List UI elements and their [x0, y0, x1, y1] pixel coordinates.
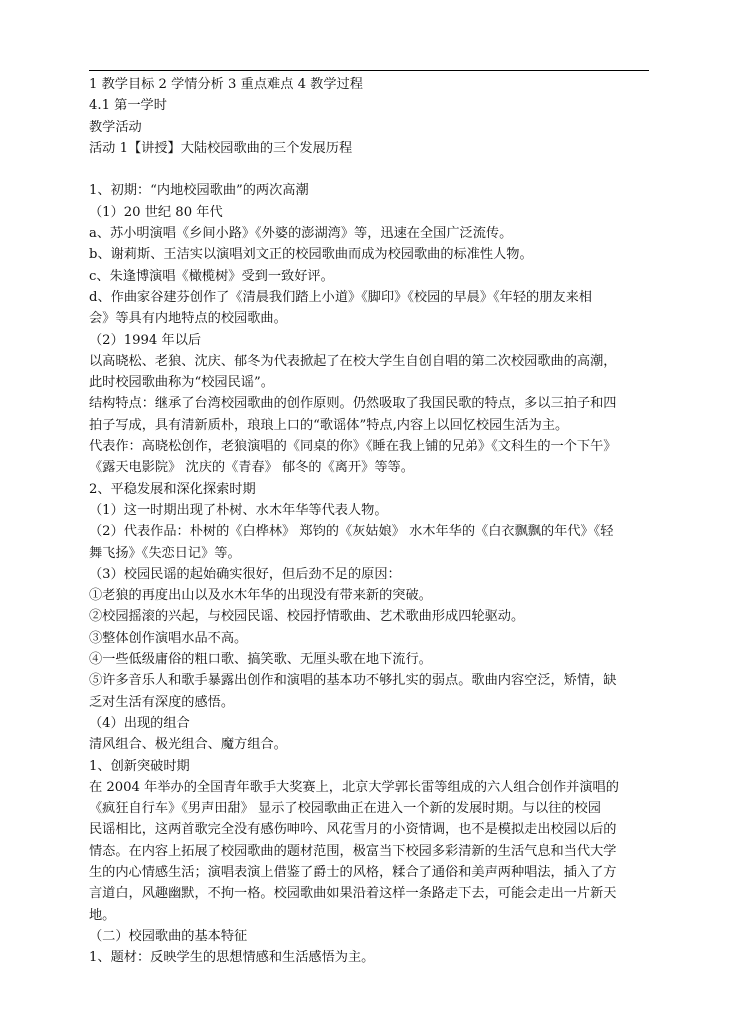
text-line: 会》等具有内地特点的校园歌曲。	[89, 311, 287, 327]
text-line: （二）校园歌曲的基本特征	[89, 928, 248, 944]
text-line: 以高晓松、老狼、沈庆、郁冬为代表掀起了在校大学生自创自唱的第二次校园歌曲的高潮，	[89, 353, 617, 369]
header-rule	[89, 70, 649, 71]
text-line: 4.1 第一学时	[89, 98, 167, 114]
text-line: ⑤许多音乐人和歌手暴露出创作和演唱的基本功不够扎实的弱点。歌曲内容空泛，矫情，缺	[89, 673, 617, 689]
text-line: 代表作：高晓松创作，老狼演唱的《同桌的你》《睡在我上铺的兄弟》《文科生的一个下午》	[89, 439, 617, 455]
text-line: 在 2004 年举办的全国青年歌手大奖赛上，北京大学郭长雷等组成的六人组合创作并演唱的	[89, 779, 619, 795]
text-line: 言道白，风趣幽默，不拘一格。校园歌曲如果沿着这样一条路走下去，可能会走出一片新天	[89, 886, 617, 902]
text-line: 1、初期：“内地校园歌曲”的两次高潮	[89, 183, 309, 199]
text-line: （2）代表作品：朴树的《白桦林》 郑钧的《灰姑娘》 水木年华的《白衣飘飘的年代》《轻	[89, 524, 614, 540]
text-line	[89, 159, 651, 180]
text-line: ③整体创作演唱水品不高。	[89, 630, 248, 646]
text-line: 1 教学目标 2 学情分析 3 重点难点 4 教学过程	[89, 77, 363, 92]
text-line: c、朱逢博演唱《橄榄树》受到一致好评。	[89, 268, 334, 284]
text-line: （2）1994 年以后	[89, 332, 202, 348]
text-line: （3）校园民谣的起始确实很好，但后劲不足的原因：	[89, 566, 401, 582]
text-line: 《露天电影院》 沈庆的《青春》 郁冬的《离开》等等。	[89, 460, 414, 476]
document-body	[89, 74, 651, 968]
text-line: 2、平稳发展和深化探索时期	[89, 481, 256, 497]
text-line: 清风组合、极光组合、魔方组合。	[89, 737, 287, 753]
text-line: 地。	[89, 907, 116, 923]
text-line: ②校园摇滚的兴起，与校园民谣、校园抒情歌曲、艺术歌曲形成四轮驱动。	[89, 609, 525, 625]
text-line: 情态。在内容上拓展了校园歌曲的题材范围，极富当下校园多彩清新的生活气息和当代大学	[89, 843, 617, 859]
text-line: （4）出现的组合	[89, 715, 190, 731]
text-line: 1、题材：反映学生的思想情感和生活感悟为主。	[89, 950, 375, 966]
text-line: 1、创新突破时期	[89, 758, 190, 774]
text-line: ①老狼的再度出山以及水木年华的出现没有带来新的突破。	[89, 588, 432, 604]
text-line: 拍子写成，具有清新质朴，琅琅上口的“歌谣体”特点,内容上以回忆校园生活为主。	[89, 417, 569, 433]
text-line: 民谣相比，这两首歌完全没有感伤呻吟、风花雪月的小资情调，也不是模拟走出校园以后的	[89, 822, 617, 838]
text-line: b、谢莉斯、王洁实以演唱刘文正的校园歌曲而成为校园歌曲的标准性人物。	[89, 247, 533, 263]
text-line: a、苏小明演唱《乡间小路》《外婆的澎湖湾》等，迅速在全国广泛流传。	[89, 226, 513, 242]
text-line: 教学活动	[89, 119, 142, 135]
text-line: 乏对生活有深度的感悟。	[89, 694, 235, 710]
text-line: ④一些低级庸俗的粗口歌、搞笑歌、无厘头歌在地下流行。	[89, 652, 432, 668]
text-line: 此时校园歌曲称为“校园民谣”。	[89, 375, 274, 391]
text-line: 结构特点：继承了台湾校园歌曲的创作原则。仍然吸取了我国民歌的特点，多以三拍子和四	[89, 396, 617, 412]
text-line: d、作曲家谷建芬创作了《清晨我们踏上小道》《脚印》《校园的早晨》《年轻的朋友来相	[89, 289, 592, 305]
text-line: （1）这一时期出现了朴树、水木年华等代表人物。	[89, 502, 388, 518]
text-line: 生的内心情感生活；演唱表演上借鉴了爵士的风格，糅合了通俗和美声两种唱法，插入了方	[89, 864, 617, 880]
text-line: 舞飞扬》《失恋日记》等。	[89, 545, 241, 561]
text-line: 《疯狂自行车》《男声田甜》 显示了校园歌曲正在进入一个新的发展时期。与以往的校园	[89, 801, 601, 817]
text-line: （1）20 世纪 80 年代	[89, 204, 223, 220]
text-line: 活动 1【讲授】大陆校园歌曲的三个发展历程	[89, 140, 353, 156]
